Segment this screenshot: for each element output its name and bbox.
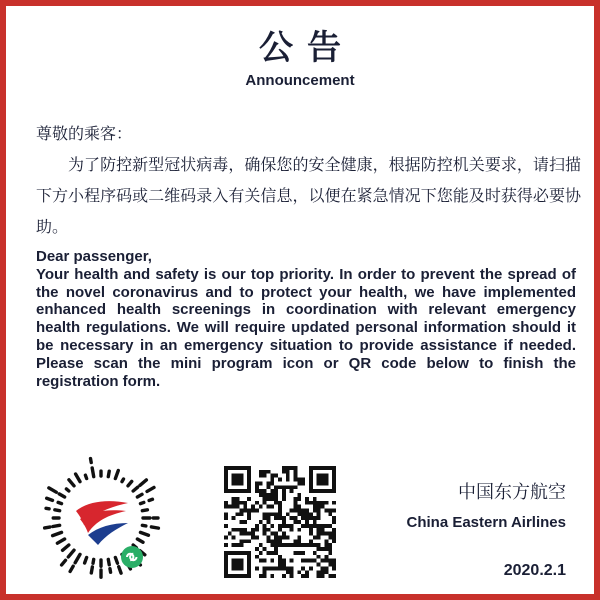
airline-name-english: China Eastern Airlines: [406, 514, 566, 531]
chinese-notice: [36, 118, 581, 242]
title-chinese: 公告: [259, 28, 355, 68]
wechat-mini-program-icon: [121, 546, 143, 568]
english-greeting: Dear passenger,: [36, 248, 152, 265]
airline-name-chinese: 中国东方航空: [458, 482, 566, 503]
english-body: Your health and safety is our top priority. In order to prevent the spread of the novel coronavirus and to protect your health, we have implemented enhanced health screenings in coordination with relevant emergency health regulations. We will require updated personal information should it be necessary in an emergency situation to provide assistance if needed. Please scan the mini program icon or QR code below to finish the registration form.: [36, 265, 576, 390]
mini-program-code-icon[interactable]: [36, 453, 166, 583]
chinese-greeting: 尊敬的乘客：: [36, 124, 133, 143]
notice-date: 2020.2.1: [503, 562, 566, 579]
title-english: Announcement: [245, 72, 355, 89]
english-notice: [36, 248, 576, 390]
qr-code-icon[interactable]: [224, 466, 336, 578]
chinese-body: 为了防控新型冠状病毒，确保您的安全健康，根据防控机关要求，请扫描下方小程序码或二维码录入有关信息，以便在紧急情况下您能及时获得必要协助。: [36, 155, 581, 236]
